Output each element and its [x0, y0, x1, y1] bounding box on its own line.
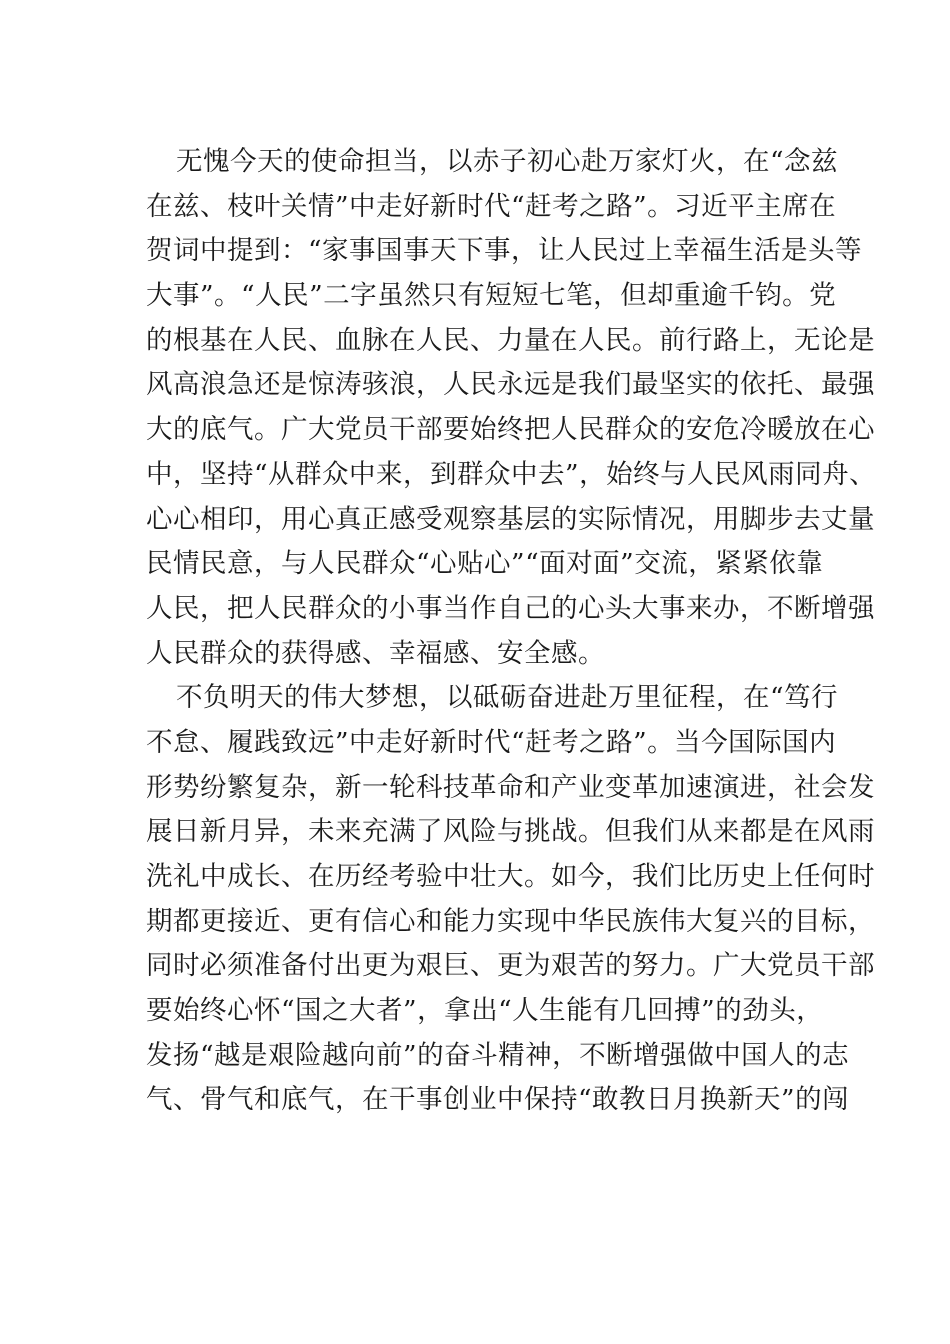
paragraph-line: 期都更接近、更有信心和能力实现中华民族伟大复兴的目标， — [146, 905, 875, 937]
paragraph-line: 人民群众的获得感、幸福感、安全感。 — [146, 637, 605, 669]
document-body — [146, 140, 877, 1123]
paragraph-line: 不怠、履践致远”中走好新时代“赶考之路”。当今国际国内 — [146, 726, 837, 758]
paragraph-line: 发扬“越是艰险越向前”的奋斗精神，不断增强做中国人的志 — [146, 1039, 850, 1071]
paragraph-1 — [146, 140, 877, 676]
paragraph-line: 中，坚持“从群众中来，到群众中去”，始终与人民风雨同舟、 — [146, 458, 877, 490]
paragraph-line: 要始终心怀“国之大者”，拿出“人生能有几回搏”的劲头， — [146, 995, 824, 1027]
paragraph-line: 同时必须准备付出更为艰巨、更为艰苦的努力。广大党员干部 — [146, 950, 875, 982]
paragraph-line: 大事”。“人民”二字虽然只有短短七笔，但却重逾千钧。党 — [146, 280, 837, 312]
paragraph-line: 气、骨气和底气，在干事创业中保持“敢教日月换新天”的闯 — [146, 1084, 850, 1116]
paragraph-line: 展日新月异，未来充满了风险与挑战。但我们从来都是在风雨 — [146, 816, 875, 848]
paragraph-line: 不负明天的伟大梦想，以砥砺奋进赴万里征程，在“笃行 — [176, 682, 839, 714]
paragraph-line: 民情民意，与人民群众“心贴心”“面对面”交流，紧紧依靠 — [146, 548, 824, 580]
paragraph-line: 人民，把人民群众的小事当作自己的心头大事来办，不断增强 — [146, 592, 875, 624]
paragraph-line: 大的底气。广大党员干部要始终把人民群众的安危冷暖放在心 — [146, 414, 875, 446]
paragraph-line: 心心相印，用心真正感受观察基层的实际情况，用脚步去丈量 — [146, 503, 875, 535]
paragraph-line: 洗礼中成长、在历经考验中壮大。如今，我们比历史上任何时 — [146, 861, 875, 892]
paragraph-line: 贺词中提到：“家事国事天下事，让人民过上幸福生活是头等 — [146, 235, 863, 267]
paragraph-line: 风高浪急还是惊涛骇浪，人民永远是我们最坚实的依托、最强 — [146, 369, 875, 401]
paragraph-2 — [146, 676, 875, 1123]
paragraph-line: 形势纷繁复杂，新一轮科技革命和产业变革加速演进，社会发 — [146, 771, 875, 803]
paragraph-line: 无愧今天的使命担当，以赤子初心赴万家灯火，在“念兹 — [176, 146, 839, 177]
paragraph-line: 的根基在人民、血脉在人民、力量在人民。前行路上，无论是 — [146, 324, 875, 356]
paragraph-line: 在兹、枝叶关情”中走好新时代“赶考之路”。习近平主席在 — [146, 190, 837, 222]
